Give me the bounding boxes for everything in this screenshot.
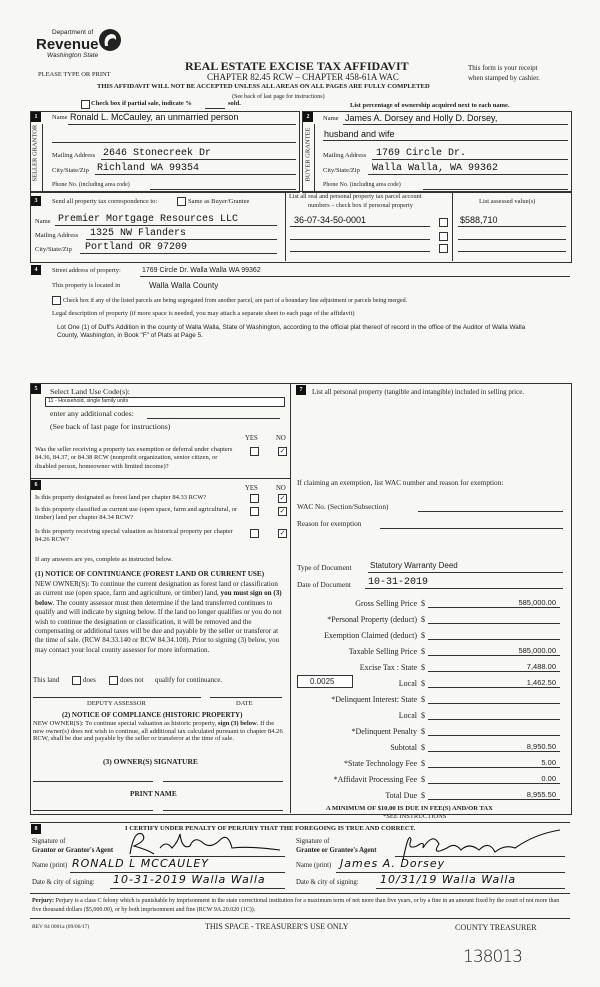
grantee-signature-label-1: Signature of: [296, 838, 330, 845]
dollar-sign: $: [421, 791, 425, 800]
wac-field[interactable]: [418, 511, 563, 512]
processing-fee-value[interactable]: 0.00: [541, 774, 556, 783]
reason-field[interactable]: [380, 528, 563, 529]
fee-label: Subtotal: [390, 743, 417, 752]
parcel-header-1: List all real and personal property tax parcel account: [289, 193, 422, 200]
fee-label: Local: [398, 711, 417, 720]
legal-description-label: Legal description of property (if more space is needed, you may attach a separate sheet to each page of the affidavit): [52, 310, 355, 317]
document-type-field[interactable]: Statutory Warranty Deed: [370, 561, 458, 570]
dollar-sign: $: [421, 679, 425, 688]
buyer-phone-label: Phone No. (including area code): [323, 182, 401, 188]
county-field[interactable]: Walla Walla County: [149, 281, 219, 290]
ownership-note: List percentage of ownership acquired next to each name.: [350, 102, 510, 109]
grantee-name-label: Name (print): [296, 862, 332, 869]
personal-property-label: List all personal property (tangible and intangible) included in selling price.: [312, 388, 525, 396]
seller-city-field[interactable]: Richland WA 99354: [97, 163, 200, 174]
historic-no-checkbox[interactable]: ✓: [279, 529, 286, 537]
historic-question: Is this property receiving special valuation as historical property per chapter 84.26 RCW?: [35, 528, 233, 544]
partial-sale-checkbox[interactable]: [81, 100, 90, 109]
additional-codes-label: enter any additional codes:: [50, 409, 134, 418]
buyer-city-label: City/State/Zip: [323, 167, 360, 174]
does-not-checkbox[interactable]: [109, 676, 118, 685]
does-label: does: [83, 676, 96, 684]
see-back-note: (See back of last page for instructions): [232, 94, 325, 100]
same-as-buyer-checkbox[interactable]: [177, 197, 186, 206]
county-treasurer-label: COUNTY TREASURER: [455, 923, 537, 932]
grantor-date-field[interactable]: 10-31-2019 Walla Walla: [113, 873, 266, 886]
land-use-see-back: (See back of last page for instructions): [50, 422, 171, 431]
grantor-name-field[interactable]: RONALD L MCCAULEY: [72, 857, 210, 870]
treasurer-use-label: THIS SPACE - TREASURER'S USE ONLY: [205, 922, 349, 931]
fee-label: *Affidavit Processing Fee: [333, 775, 417, 784]
local-rate-field[interactable]: [297, 675, 353, 688]
seller-address-field[interactable]: 2646 Stonecreek Dr: [103, 148, 212, 159]
exemption-yes-checkbox[interactable]: [250, 447, 259, 456]
assessor-date-label: DATE: [236, 700, 253, 707]
certify-statement: I CERTIFY UNDER PENALTY OF PERJURY THAT THE FOREGOING IS TRUE AND CORRECT.: [125, 825, 416, 832]
personal-property-checkbox[interactable]: [439, 218, 448, 227]
forest-no-checkbox[interactable]: ✓: [279, 494, 286, 502]
section-number-8: 8: [31, 824, 41, 834]
fee-label: Excise Tax : State: [359, 663, 417, 672]
land-use-label: Select Land Use Code(s):: [50, 387, 130, 396]
parcel-header-2: numbers – check box if personal property: [308, 202, 413, 209]
grantee-date-field[interactable]: 10/31/19 Walla Walla: [380, 873, 517, 886]
corr-name-label: Name: [35, 218, 51, 225]
notice-continuance-title: (1) NOTICE OF CONTINUANCE (FOREST LAND OR CURRENT USE): [35, 570, 265, 578]
notice-compliance-title: (2) NOTICE OF COMPLIANCE (HISTORIC PROPERTY): [62, 711, 243, 719]
fee-label: Local: [398, 679, 417, 688]
buyer-name-field-2[interactable]: husband and wife: [324, 129, 395, 139]
grantor-signature-label-2: Grantor or Grantor's Agent: [32, 847, 114, 854]
no-header: NO: [276, 435, 286, 442]
buyer-side-label: BUYER GRANTEE: [304, 127, 312, 182]
grantee-date-label: Date & city of signing:: [296, 879, 359, 886]
excise-tax-local-value[interactable]: 1,462.50: [526, 678, 556, 687]
seller-name-field[interactable]: Ronald L. McCauley, an unmarried person: [70, 112, 239, 122]
historic-yes-checkbox[interactable]: [250, 529, 259, 538]
minimum-due-note: A MINIMUM OF $10.00 IS DUE IN FEE(S) AND/OR TAX: [326, 805, 493, 812]
dollar-sign: $: [421, 775, 425, 784]
seller-address-label: Mailing Address: [52, 152, 96, 159]
form-revision: REV 84 0001a (09/06/17): [32, 924, 90, 930]
grantor-signature[interactable]: [120, 828, 290, 858]
county-label: This property is located in: [52, 282, 121, 289]
receipt-line2: when stamped by cashier.: [468, 74, 540, 82]
seller-side-label: SELLER GRANTOR: [31, 124, 39, 182]
taxable-selling-price-value[interactable]: 585,000.00: [518, 646, 556, 655]
section-number-4: 4: [31, 265, 41, 275]
excise-tax-state-value[interactable]: 7,488.00: [526, 662, 556, 671]
current-use-no-checkbox[interactable]: ✓: [279, 507, 286, 515]
section-number-7: 7: [296, 385, 306, 395]
fee-label: *State Technology Fee: [343, 759, 417, 768]
fee-label: *Personal Property (deduct): [327, 615, 417, 624]
street-address-field[interactable]: 1769 Circle Dr. Walla Walla WA 99362: [142, 267, 261, 274]
assessed-value-header: List assessed value(s): [479, 198, 536, 205]
wac-label: WAC No. (Section/Subsection): [297, 502, 389, 511]
dollar-sign: $: [421, 615, 425, 624]
seller-phone-label: Phone No. (including area code): [52, 182, 130, 188]
section-number-1: 1: [31, 112, 41, 122]
buyer-address-field[interactable]: 1769 Circle Dr.: [376, 148, 467, 159]
print-name-label: PRINT NAME: [130, 789, 177, 798]
exemption-question: Was the seller receiving a property tax exemption or deferral under chapters 84.36, 84.37, or 84.38 RCW (nonprofit organization, senior citizen, or disabled person, homeowner with limited income)?: [35, 446, 233, 470]
exemption-label: If claiming an exemption, list WAC number and reason for exemption:: [297, 478, 504, 487]
if-yes-note: If any answers are yes, complete as instructed below.: [35, 556, 173, 563]
current-use-question: Is this property classified as current use (open space, farm and agricultural, or timber) land per chapter 84.34 RCW?: [35, 506, 238, 522]
segregated-checkbox[interactable]: [52, 296, 61, 305]
print-name-line[interactable]: [33, 810, 153, 811]
land-use-code-select[interactable]: [45, 397, 285, 407]
dollar-sign: $: [421, 647, 425, 656]
corr-address-field[interactable]: 1325 NW Flanders: [90, 228, 187, 239]
grantor-name-label: Name (print): [32, 862, 68, 869]
grantor-date-label: Date & city of signing:: [32, 879, 95, 886]
owner-signature-line[interactable]: [163, 781, 283, 782]
owner-signature-label: (3) OWNER(S) SIGNATURE: [103, 757, 198, 766]
please-type-label: PLEASE TYPE OR PRINT: [38, 71, 111, 78]
partial-sale-label: Check box if partial sale, indicate %: [91, 100, 192, 107]
yes-header: YES: [245, 435, 258, 442]
print-name-line[interactable]: [163, 810, 283, 811]
seller-name-label: Name: [52, 114, 68, 121]
personal-property-checkbox[interactable]: [439, 232, 448, 241]
dollar-sign: $: [421, 759, 425, 768]
reason-label: Reason for exemption: [297, 519, 362, 528]
total-due-value[interactable]: 8,955.50: [526, 790, 556, 799]
seller-city-label: City/State/Zip: [52, 167, 89, 174]
fee-label: *Delinquent Penalty: [351, 727, 417, 736]
assessed-value-field[interactable]: $588,710: [460, 215, 498, 225]
dollar-sign: $: [421, 695, 425, 704]
segregated-label: Check box if any of the listed parcels are being segregated from another parcel, are part of a boundary line adjustment or parcels being merged.: [63, 298, 408, 304]
forest-yes-checkbox[interactable]: [250, 494, 259, 503]
owner-signature-line[interactable]: [33, 781, 153, 782]
no-header: NO: [276, 485, 286, 492]
buyer-name-label: Name: [323, 115, 339, 122]
dollar-sign: $: [421, 711, 425, 720]
fee-label: Gross Selling Price: [355, 599, 417, 608]
logo-line2: Revenue: [36, 36, 99, 53]
corr-name-field[interactable]: Premier Mortgage Resources LLC: [58, 214, 239, 225]
section-number-6: 6: [31, 480, 41, 490]
street-address-label: Street address of property:: [52, 267, 121, 274]
parcel-number-field[interactable]: 36-07-34-50-0001: [294, 215, 367, 225]
does-not-label: does not: [120, 676, 144, 684]
buyer-address-label: Mailing Address: [323, 152, 367, 159]
corr-city-label: City/State/Zip: [35, 246, 72, 253]
current-use-yes-checkbox[interactable]: [250, 507, 259, 516]
see-instructions-note: *SEE INSTRUCTIONS: [383, 813, 447, 820]
document-date-label: Date of Document: [297, 580, 351, 589]
notice-compliance-text: NEW OWNER(S): To continue special valuation as historic property, sign (3) below. If the new owner(s) does not wish to continue, all additional tax calculated pursuant to chapter 84.26 RCW, shall be due and payable by the seller or transferor at the time of sale.: [33, 720, 283, 743]
technology-fee-value[interactable]: 5.00: [541, 758, 556, 767]
document-date-field[interactable]: 10-31-2019: [368, 577, 429, 588]
section-number-2: 2: [303, 112, 313, 122]
yes-header: YES: [245, 485, 258, 492]
dollar-sign: $: [421, 727, 425, 736]
fee-label: Taxable Selling Price: [348, 647, 417, 656]
correspondence-label: Send all property tax correspondence to:: [52, 198, 158, 205]
personal-property-checkbox[interactable]: [439, 244, 448, 253]
dollar-sign: $: [421, 631, 425, 640]
fee-label: Total Due: [385, 791, 417, 800]
land-use-code-value: 11 - Household, single family units: [48, 398, 129, 404]
chapter-line: CHAPTER 82.45 RCW – CHAPTER 458-61A WAC: [207, 72, 399, 82]
dollar-sign: $: [421, 599, 425, 608]
logo-line3: Washington State: [47, 52, 99, 59]
buyer-city-field[interactable]: Walla Walla, WA 99362: [372, 163, 499, 174]
qualify-label: qualify for continuance.: [155, 676, 223, 684]
perjury-notice: Perjury: Perjury is a class C felony which is punishable by imprisonment in the state correctional institution for a maximum term of not more than five years, or by a fine in an amount fixed by the court of not more than five thousand dollars ($5,000.00), or by both imprisonment and fine (RCW 9A.20.020 (1C)).: [32, 898, 560, 913]
dollar-sign: $: [421, 743, 425, 752]
exemption-no-checkbox[interactable]: ✓: [279, 447, 286, 455]
handwritten-stamp-number: 138013: [463, 947, 522, 967]
logo-swirl-icon: [98, 28, 122, 52]
logo-line1: Department of: [52, 29, 94, 36]
deputy-assessor-line[interactable]: [33, 697, 201, 698]
sold-label: sold.: [228, 100, 241, 107]
fee-label: Exemption Claimed (deduct): [324, 631, 417, 640]
document-type-label: Type of Document: [297, 563, 352, 572]
notice-continuance-text: NEW OWNER(S): To continue the current designation as forest land or classification as current use (open space, farm and agriculture, or timber) land, you must sign on (3) below. The county assessor must then determine if the land transferred continues to qualify and will indicate by signing below. If the land no longer qualifies or you do not wish to continue the designation or classification, it will be removed and the compensating or additional taxes will be due and payable by the seller or transferor at the time of sale. (RCW 84.33.140 or RCW 84.34.108). Prior to signing (3) below, you may contact your local county assessor for more information.: [35, 580, 282, 654]
this-land-label: This land: [33, 676, 60, 684]
deputy-assessor-label: DEPUTY ASSESSOR: [87, 700, 146, 707]
subtotal-value[interactable]: 8,950.50: [526, 742, 556, 751]
receipt-line1: This form is your receipt: [468, 64, 538, 72]
grantee-signature-label-2: Grantee or Grantee's Agent: [296, 847, 377, 854]
fee-label: *Delinquent Interest: State: [331, 695, 417, 704]
section-number-3: 3: [31, 196, 41, 206]
corr-address-label: Mailing Address: [35, 232, 79, 239]
dollar-sign: $: [421, 663, 425, 672]
local-rate-value: 0.0025: [310, 677, 335, 686]
assessor-date-line[interactable]: [210, 697, 282, 698]
section-number-5: 5: [31, 384, 41, 394]
legal-description-field[interactable]: Lot One (1) of Duff's Addition in the county of Walla Walla, State of Washington, according to the official plat thereof of record in the office of the Auditor of Walla Walla County, Washington, in Book "F" of Plats at Page 5.: [57, 324, 526, 339]
form-title: REAL ESTATE EXCISE TAX AFFIDAVIT: [185, 59, 409, 73]
corr-city-field[interactable]: Portland OR 97209: [85, 242, 188, 253]
grantee-name-field[interactable]: James A. Dorsey: [340, 857, 446, 870]
forest-land-question: Is this property designated as forest land per chapter 84.33 RCW?: [35, 494, 207, 501]
gross-selling-price-value[interactable]: 585,000.00: [518, 598, 556, 607]
completion-warning: THIS AFFIDAVIT WILL NOT BE ACCEPTED UNLESS ALL AREAS ON ALL PAGES ARE FULLY COMPLETED: [97, 83, 430, 90]
additional-codes-field[interactable]: [147, 418, 280, 419]
does-checkbox[interactable]: [72, 676, 81, 685]
buyer-name-field[interactable]: James A. Dorsey and Holly D. Dorsey,: [345, 113, 498, 123]
grantor-signature-label-1: Signature of: [32, 838, 66, 845]
same-as-buyer-label: Same as Buyer/Grantee: [188, 198, 250, 205]
